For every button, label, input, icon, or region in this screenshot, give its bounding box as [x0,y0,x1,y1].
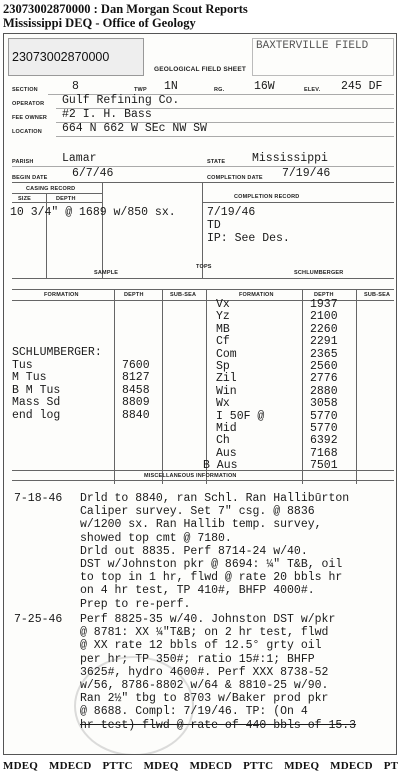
schl-top-formation: I 50F @ [216,409,265,423]
misc-line: 3625#, hydro 4600#. Perf XXX 8738-52 [80,665,329,679]
schl-top-depth: 2560 [310,360,338,373]
rg-value: 16W [254,80,275,93]
section-value: 8 [72,80,79,93]
sample-depth-header: DEPTH [124,292,144,298]
misc-line: on 4 hr test, TP 410#, BHFP 4000#. [80,584,315,598]
elev-value: 245 DF [341,80,383,93]
sample-top-depth: 8809 [122,396,150,409]
document-id-box: 23073002870000 [8,38,144,76]
misc-date: 7-25-46 [14,613,63,626]
misc-line: @ 8781: XX ¼"T&B; on 2 hr test, flwd [80,626,329,640]
footer-item: MDEQ [284,760,320,772]
completion-date-value: 7/19/46 [282,167,331,180]
rg-label: RG. [214,87,225,93]
operator-value: Gulf Refining Co. [62,94,180,107]
misc-line: DST w/Johnston pkr @ 8694: ¼" T&B, oil [80,558,343,572]
footer-item: MDEQ [143,760,179,772]
footer-item: MDECD [330,760,373,772]
schl-top-formation: Sp [216,360,230,373]
misc-info-label: MISCELLANEOUS INFORMATION [144,473,237,479]
schl-top-depth: 3058 [310,397,338,411]
schl-top-depth: 6392 [310,434,338,448]
completion-line-1: 7/19/46 [207,206,256,219]
field-box [252,38,394,76]
casing-value: 10 3/4" @ 1689 w/850 sx. [10,206,176,219]
report-subtitle: Mississippi DEQ - Office of Geology [3,16,196,30]
misc-line: Ran 2½" tbg to 8703 w/Baker prod pkr [80,692,329,706]
sample-top-depth: 8458 [122,383,150,397]
misc-entry [80,492,349,611]
misc-line: Perf 8825-35 w/40. Johnston DST w/pkr [80,613,336,626]
schl-top-formation: Zil [216,372,237,386]
misc-line: to top in 1 hr, flwd @ rate 20 bbls hr [80,571,343,585]
footer-item: MDEQ [3,760,39,772]
schl-top-depth: 7168 [310,446,338,460]
schl-top-depth: 2291 [310,335,338,349]
schl-top-depth: 1937 [310,298,338,311]
schl-top-formation: Yz [216,310,230,324]
misc-line: showed top cmt @ 7180. [80,531,232,545]
schl-top-depth: 2100 [310,310,338,324]
misc-line: Drld out 8835. Perf 8714-24 w/40. [80,544,308,558]
schl-top-depth: 5770 [310,409,338,423]
parish-label: PARISH [12,159,34,165]
faded-seal-stamp [74,656,194,755]
schl-top-formation: Cf [216,335,230,349]
misc-line: per hr; TP 350#; ratio 15#:1; BHFP [80,652,315,666]
misc-line: Caliper survey. Set 7" csg. @ 8836 [80,505,315,519]
casing-depth-label: DEPTH [56,196,76,202]
schlumberger-label: SCHLUMBERGER [294,270,344,276]
schl-formation-header: FORMATION [239,292,274,298]
completion-line-2: TD [207,219,221,232]
begin-date-label: BEGIN DATE [12,175,48,181]
report-title: 23073002870000 : Dan Morgan Scout Reports [3,2,248,16]
sample-formation-header: FORMATION [44,292,79,298]
casing-record-label: CASING RECORD [26,186,76,192]
sample-subsea-header: SUB-SEA [170,292,197,298]
operator-label: OPERATOR [12,101,45,107]
misc-line: Prep to re-perf. [80,597,191,611]
location-label: LOCATION [12,129,42,135]
state-value: Mississippi [252,152,328,165]
schl-top-depth: 2776 [310,372,338,386]
schl-top-formation: Vx [216,298,230,311]
schl-top-formation: Aus [216,446,237,460]
sample-top-formation: end log [12,408,61,422]
completion-date-label: COMPLETION DATE [207,175,263,181]
footer-watermark-strip [0,757,400,775]
sample-top-depth: 8127 [122,371,150,384]
misc-line: @ 8688. Compl: 7/19/46. TP: (On 4 [80,705,308,719]
misc-line: @ XX rate 12 bbls of 12.5° grty oil [80,639,322,653]
fee-owner-value: #2 I. H. Bass [62,108,152,121]
schl-top-formation: MB [216,322,230,336]
misc-date: 7-18-46 [14,492,63,505]
sample-top-formation: B M Tus [12,383,61,397]
schl-top-depth: 2880 [310,384,338,398]
fee-owner-label: FEE OWNER [12,115,48,121]
sample-top-formation: Mass Sd [12,396,61,409]
casing-size-label: SIZE [18,196,32,202]
sample-top-depth: 7600 [122,358,150,372]
completion-line-3: IP: See Des. [207,232,290,245]
schl-top-formation: Ch [216,434,230,448]
state-label: STATE [207,159,226,165]
parish-value: Lamar [62,152,97,165]
sample-label: SAMPLE [94,270,119,276]
misc-line: w/56, 8786-8802 w/64 & 8810-25 w/90. [80,679,329,693]
schl-subsea-header: SUB-SEA [364,292,391,298]
sample-top-formation: Tus [12,358,33,372]
schl-top-formation: Win [216,384,237,398]
schl-top-formation: Mid [216,422,237,435]
footer-item: MDECD [48,760,92,772]
twp-label: TWP [134,87,147,93]
schl-top-depth: 2365 [310,347,338,361]
schl-top-formation: Com [216,347,237,361]
field-name: BAXTERVILLE FIELD [256,40,369,52]
misc-line: w/1200 sx. Ran Hallib temp. survey, [80,518,322,532]
tops-label: TOPS [196,264,212,270]
misc-line: Drld to 8840, ran Schl. Ran Hallibūrton [80,492,350,505]
field-sheet [3,33,397,755]
schl-top-depth: 5770 [310,422,338,435]
sample-top-formation: M Tus [12,371,47,384]
elev-label: ELEV. [304,87,321,93]
misc-line: hr test) flwd @ rate of 440 bbls of 15.3 [80,718,357,732]
b-aus-label: B Aus [203,459,238,472]
form-title: GEOLOGICAL FIELD SHEET [154,66,247,73]
section-label: SECTION [12,87,38,93]
b-aus-depth: 7501 [310,459,338,472]
completion-record-label: COMPLETION RECORD [234,194,300,200]
schl-top-depth: 2260 [310,322,338,336]
footer-item: PTTC [102,760,133,772]
footer-item: PTTC [243,760,274,772]
schl-top-formation: Wx [216,397,230,411]
sample-top-formation: SCHLUMBERGER: [12,346,102,359]
begin-date-value: 6/7/46 [72,167,114,180]
footer-item: PT [383,760,399,772]
sample-top-depth: 8840 [122,408,150,422]
twp-value: 1N [164,80,178,93]
location-value: 664 N 662 W SEc NW SW [62,122,207,135]
footer-item: MDECD [189,760,233,772]
schl-depth-header: DEPTH [314,292,334,298]
